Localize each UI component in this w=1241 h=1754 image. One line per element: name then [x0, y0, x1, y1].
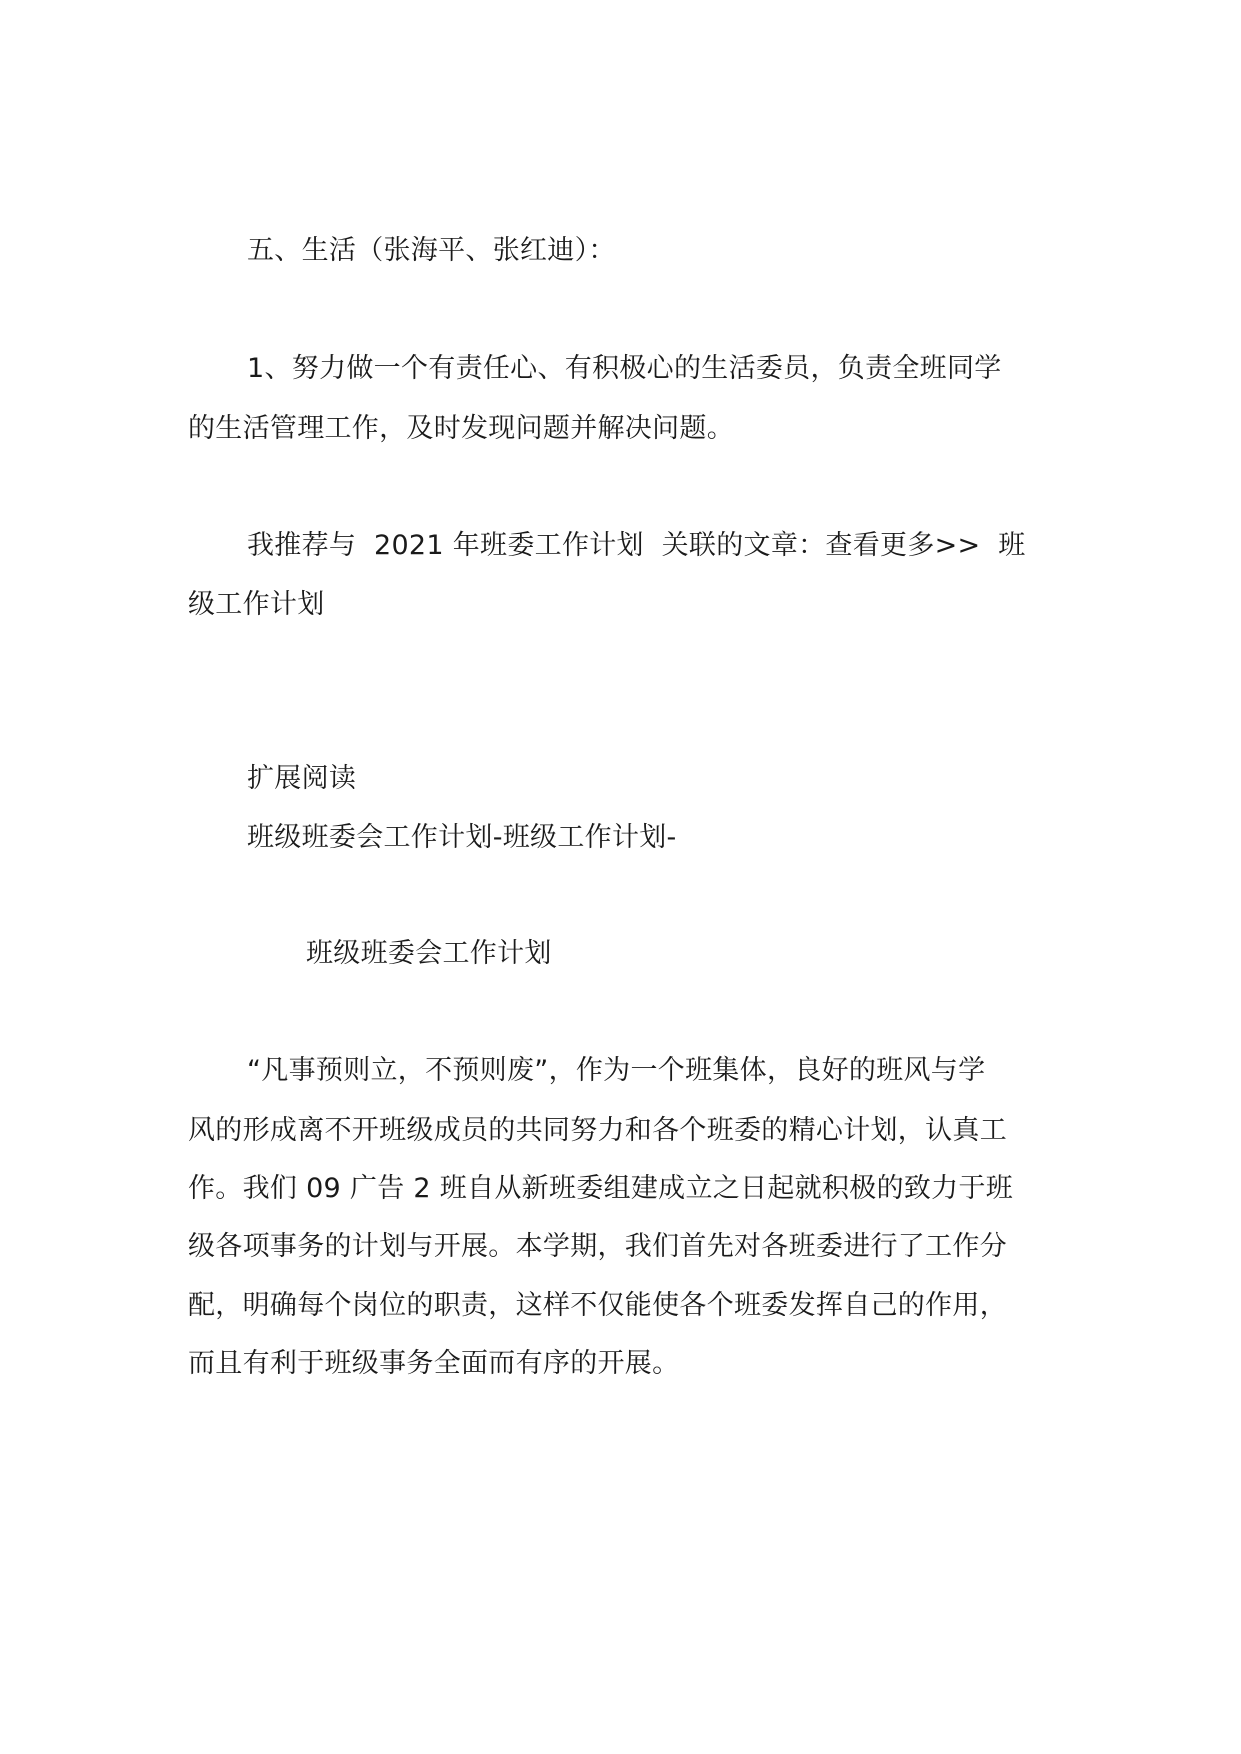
recommend-line1[interactable]: 我推荐与 2021 年班委工作计划 关联的文章：查看更多>> 班	[247, 530, 1026, 561]
para-line: 风的形成离不开班级成员的共同努力和各个班委的精心计划，认真工	[188, 1115, 1007, 1146]
item1-line1: 1、努力做一个有责任心、有积极心的生活委员，负责全班同学	[247, 353, 1002, 384]
life-section-heading: 五、生活（张海平、张红迪）：	[247, 235, 616, 266]
para-line: 而且有利于班级事务全面而有序的开展。	[188, 1348, 680, 1379]
para-line: 作。我们 09 广告 2 班自从新班委组建成立之日起就积极的致力于班	[188, 1173, 1014, 1204]
article-title: 班级班委会工作计划-班级工作计划-	[247, 822, 677, 853]
extended-reading-heading: 扩展阅读	[247, 763, 357, 794]
para-line: 配，明确每个岗位的职责，这样不仅能使各个班委发挥自己的作用，	[188, 1290, 1007, 1321]
recommend-line2[interactable]: 级工作计划	[188, 589, 325, 620]
article-subtitle: 班级班委会工作计划	[306, 938, 552, 969]
item1-line2: 的生活管理工作，及时发现问题并解决问题。	[188, 413, 734, 444]
para-line: “凡事预则立，不预则废”，作为一个班集体，良好的班风与学	[247, 1055, 986, 1086]
para-line: 级各项事务的计划与开展。本学期，我们首先对各班委进行了工作分	[188, 1231, 1007, 1262]
